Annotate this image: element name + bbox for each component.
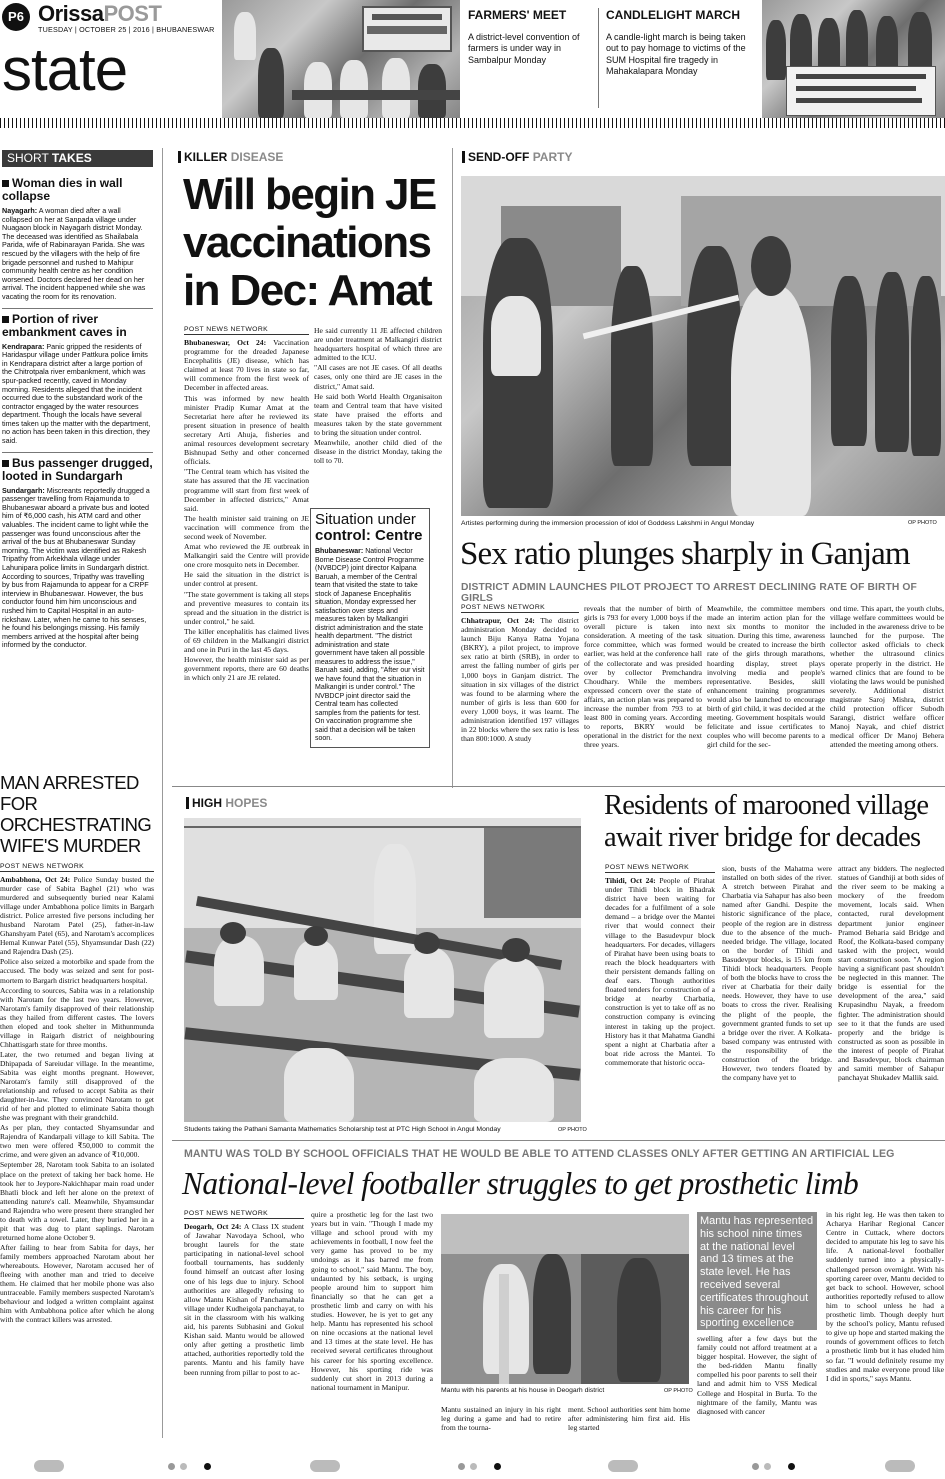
footballer-col2: quire a prosthetic leg for the last two years but in vain. "Though I made my village and school proud with my achievements in football, I now feel the very game has proved to be my undoings as it has barred me from going to school," said Mantu. The boy, undaunted by his setback, is urging people around him to support him financially so that he can get a prosthetic limb and carry on with his studies. However, he is yet to get any help. Mantu has represented his school on nine occasions at the national level and 13 times at the state level. He has received several certificates throughout his career for his sporting excellence. However, his sporting ride was suddenly cut short in 2013 during a national tournament in Manipur.: [311, 1210, 433, 1392]
short-take-headline: Portion of river embankment caves in: [2, 311, 127, 339]
river-bridge-col2: sion, busts of the Mahatma were installed on both sides of the river. A stretch between Pirahat and Charbatia via Sahapur has also been named after Gandhi. Despite the historic significance of the place, people of the region are in distress due to the absence of the much-needed bridge. The village, located on the border of Tihidi and Basudevpur blocks, is 15 km from Tihidi block headquarters. People of both the blocks have to cross the river at Charbatia for their daily needs. However, they have to use boats to cross the river. Realising the plight of the people, the government granted funds to set up a bridge over the river. A Kolkata-based company was entrusted with the responsibility of the construction of the bridge. However, two tenders floated by the company have yet to: [722, 864, 832, 1083]
story-body: Chhatrapur, Oct 24: The district administration Monday decided to launch Biju Kanya Ratna Yojana (BKRY), a pilot project, to improve sex ratio at birth (SRB), in order to arrest the falling number of girls per 1,000 boys in Ganjam district. The situation in six villages of the district was found to be alarming where the number of girls is less than 600 for every 1,000 boys, it was learnt. The administration identified 197 villages in 22 blocks where the sex ratio is less than 800:1000. A study: [461, 616, 580, 744]
promo-title: FARMERS' MEET: [468, 8, 567, 22]
box-body: Bhubaneswar: National Vector Borne Disease Control Programme (NVBDCP) joint director Kalpana Baruah, a member of the Central team that visited the state to take stock of Japanese Encephalitis situation, Monday expressed her satisfaction over steps and measures taken by Malkangiri district administration and the state health department. "The district administration and state government have taken all possible measures to address the issue," Baruah said, adding, "After our visit we have found that the situation in Malkangiri is under control." The NVBDCP joint director said the Central team has collected samples from the patients for test. On vaccination programme she said that a decision will be taken soon.: [315, 548, 425, 742]
byline: POST NEWS NETWORK: [184, 326, 309, 335]
footballer-col-under-photo-a: Mantu sustained an injury in his right leg during a game and had to retire from the tourna-: [441, 1405, 561, 1433]
je-col2: [314, 326, 442, 466]
sendoff-caption: Artistes performing during the immersion procession of idol of Goddess Lakshmi in Angul Monday: [461, 520, 755, 527]
byline: POST NEWS NETWORK: [605, 864, 715, 873]
byline: POST NEWS NETWORK: [461, 604, 579, 613]
footballer-col-under-photo-b: ment. School authorities sent him home after administering him first aid. His leg started: [568, 1405, 690, 1433]
story-body: Bhubaneswar, Oct 24: Vaccination programme for the dreaded Japanese Encephalitis (JE) disease, which has claimed at least 70 lives in state so far, will commence from the first week of December in affected areas. This was informed by new health minister Pradip Kumar Amat at the Secretariat here after he reviewed its present situation in presence of health secretary Arti Ahuja, fisheries and animal resources development secretary Bishnupad Sethy and other concerned officials. "The Central team which has visited the state has assured that the JE vaccination programme will start from first week of December in affected districts," Amat said. The health minister said training on JE vaccination will commence from the second week of November. Amat who reviewed the JE outbreak in Malkangiri said the Centre will provide one crore mosquito nets in December. He said the situation in the district is under control at present. "The state government is taking all steps and preventive measures to contain its spread and the situation in the district is under control," he said. The killer encephalitis has claimed lives of 69 children in the Malkangiri district and one in Puri in the last 45 days. However, the health minister said as per government reports, there are 60 deaths in which only 21 are JE related.: [184, 338, 309, 683]
story-body: He said currently 11 JE affected children are under treatment at Malkangiri district headquarters hospital of which three are admitted to the ICU. "All cases are not JE cases. Of all deaths cases, only one third are JE cases in the district," Amat said. He said both World Health Organisaiton team and Central team that have visited state have praised the efforts and measures taken by the state government to bring the situation under control. Meanwhile, another child died of the disease in the district Monday, taking the toll to 70.: [314, 326, 442, 466]
brand-logo: [38, 1, 161, 27]
pullquote-text: Mantu has represented his school nine times at the national level and 13 times at the state level. He has received several certificates throughout his career for his sporting excellence: [700, 1215, 814, 1330]
sex-ratio-subhead: DISTRICT ADMIN LAUNCHES PILOT PROJECT TO ARREST DECLINING RATE OF BIRTH OF GIRLS: [461, 582, 917, 604]
footballer-credit: OP PHOTO: [664, 1388, 693, 1394]
je-kicker: KILLER DISEASE: [184, 150, 283, 164]
section-title: state: [2, 36, 128, 103]
top-photo-farmers-meet: [222, 0, 460, 118]
sex-ratio-headline: Sex ratio plunges sharply in Ganjam: [460, 536, 910, 572]
promo-text: A candle-light march is being taken out to pay homage to victims of the SUM Hospital fire tragedy in Mahakalapara Monday: [606, 32, 746, 77]
short-take-item: [2, 177, 153, 302]
je-col1: [184, 326, 309, 683]
story-headline: MAN ARRESTED FOR ORCHESTRATING WIFE'S MURDER: [0, 772, 152, 856]
je-headline: Will begin JE vaccinations in Dec: Amat: [183, 170, 436, 315]
box-title: Situation under control: Centre: [315, 511, 423, 544]
byline: POST NEWS NETWORK: [184, 1210, 304, 1219]
je-sidebar-box: [310, 508, 430, 748]
footballer-col3: swelling after a few days but the family could not afford treatment at a bigger hospital. However, the sight of the bed-ridden Mantu finally compelled his poor parents to sell their land and admit him to VSS Medical College and Hospital in Burla. To the nightmare of the family, Mantu was diagnosed with cancer: [697, 1334, 817, 1416]
man-arrested-story: [0, 772, 154, 1325]
short-take-body: Nayagarh: A woman died after a wall collapsed on her at Sanpada village under Nuagaon block in Nayagarh district Monday. The deceased was identified as Shailabala Parida, wife of Rabinarayan Parida. She was rescued by the villagers with the help of fire brigade personnel and rushed to Mahipur community health centre as her condition worsened. Doctors declared her dead on her arrival. The incident happened while she was vacating the room for its renovation.: [2, 206, 146, 301]
sex-ratio-col2: reveals that the number of birth of girls is 793 for every 1,000 boys if the overall picture is taken into consideration. A meeting of the task force committee, which was formed earlier, was held at the conference hall of the collectorate and was presided over by collector Premchandra Choudhary. While the members expressed concern over the state of affairs, an action plan was prepared to increase the number from 793 to at least 800 in coming years. According to reports, BKRY would be operational in the district for the next three years.: [584, 604, 702, 750]
promo-farmers-meet[interactable]: [468, 8, 592, 112]
issue-dateline: TUESDAY | OCTOBER 25 | 2016 | BHUBANESWAR: [38, 25, 215, 34]
sex-ratio-col4: ond time. This apart, the youth clubs, village welfare committees would be included in the awareness drive to be launched for the purpose. The collector asked officials to check whether the ultrasound clinics operate properly in the district. He warned clinics that are found to be violating the laws would be punished severely. Additional district magistrate Saroj Mishra, district child protection officer Subodh Sarangi, district welfare officer Manoj Nayak, and chief district medical officer Dr Manoj Behera attended the meeting among others.: [830, 604, 944, 750]
short-takes-label-b: TAKES: [51, 151, 92, 165]
short-take-headline: Bus passenger drugged, looted in Sundargarh: [2, 455, 153, 483]
river-bridge-col1: [605, 864, 715, 1067]
short-take-body: Kendrapara: Panic gripped the residents of Haridaspur village under Pattkura police limits in Kendrapara district after a large portion of the Chitrotpala river embankment, which was spur-packed recently, caved in Monday morning. Residents alleged that the incident occurred due to the substandard work of the contractor engaged by the water resources department. Though the locals have several times taken up the matter with the department, no action has been taken in this direction, they said.: [2, 341, 151, 446]
short-take-item: [2, 457, 153, 650]
short-take-item: [2, 313, 153, 446]
footballer-col4: in his right leg. He was then taken to Acharya Harihar Regional Cancer Centre in Cuttack, where doctors decided to amputate his leg to save his life. A national-level footballer suddenly turned into a physically-challenged person overnight. With his sporting career over, Mantu decided to get back to school. However, school authorities reportedly refused to allow him to school unless he had a prosthetic limb. Though deeply hurt by the school's policy, Mantu refused to give up hope and started making the rounds of government offices to fetch a prosthetic limb but it has eluded him so far. "I would definitely resume my studies and make everyone proud like I did in sports," says Mantu.: [826, 1210, 944, 1383]
high-hopes-kicker: HIGH HOPES: [192, 796, 267, 810]
page-number-badge: P6: [2, 3, 30, 31]
footer-marks: [0, 1454, 945, 1479]
promo-text: A district-level convention of farmers is under way in Sambalpur Monday: [468, 32, 580, 65]
footballer-headline: National-level footballer struggles to get prosthetic limb: [182, 1166, 859, 1201]
masthead-divider: [0, 118, 945, 128]
sendoff-kicker: SEND-OFF PARTY: [468, 150, 572, 164]
sex-ratio-col3: Meanwhile, the committee members made an interim action plan for the next six months to monitor the situation. During this time, awareness would be created to increase the birth rate of the girls through marathons, hoarding display, street plays involving media and people's representative. Besides, skill enhancement training programmes would also be launched to encourage birth of girl child, it was decided at the meeting. Government hospitals would felicitate and issue certificates to couples who will become parents to a girl child for the sec-: [707, 604, 825, 750]
footballer-photo: [441, 1214, 689, 1384]
byline: POST NEWS NETWORK: [0, 863, 154, 872]
footballer-caption: Mantu with his parents at his house in Deogarh district: [441, 1387, 605, 1394]
sendoff-photo: [461, 176, 945, 516]
sex-ratio-col1: [461, 604, 579, 743]
high-hopes-photo: [184, 818, 581, 1122]
promo-candlelight-march[interactable]: [606, 8, 754, 112]
short-takes-label: [2, 150, 153, 167]
river-bridge-headline: Residents of marooned village await river bridge for decades: [604, 790, 929, 853]
brand-logo-post: POST: [103, 1, 162, 26]
promo-title: CANDLELIGHT MARCH: [606, 8, 740, 22]
footballer-col1: [184, 1210, 304, 1377]
footballer-pullquote: [697, 1212, 817, 1330]
story-body: Deogarh, Oct 24: A Class IX student of Jawahar Navodaya School, who brought laurels for the state participating in national-level school football tournaments, has suddenly found himself an outcast after losing one of his legs due to injury. School authorities are allegedly refusing to allow Mantu Kishan of Panchamahala village under Kudheigola panchayat, to sit in the classroom with his walking aid, his parents Subhasini and Gokul Kishan said. Mantu would be allowed only after getting a prosthetic limb attached, authorities reportedly told the parents. Mantu and his family have been running from pillar to post to ac-: [184, 1222, 304, 1377]
short-take-headline: Woman dies in wall collapse: [2, 176, 123, 203]
top-photo-candlelight-march: [762, 0, 945, 118]
brand-logo-orissa: Orissa: [38, 1, 104, 26]
story-body: Tihidi, Oct 24: People of Pirahat under Tihidi block in Bhadrak district have been waiting for decades for a fulfilment of a sole demand – a bridge over the Mantei river that would connect their village to the Basudevpur block headquarters. For decades, villagers of Pirahat have been using boats to reach the block headquarters with their persistent demands falling on deaf ears. Though authorities floated tenders for construction of a bridge at nearby Charbatia, construction is yet to take off as no construction company is evincing interest in taking up the project. History has it that Mahatma Gandhi spent a night at Charbatia after a boat ride across the Mantei. To commemorate that historic occa-: [605, 876, 715, 1067]
masthead: [0, 0, 222, 118]
high-hopes-caption: Students taking the Pathani Samanta Mathematics Scholarship test at PTC High School in Angul Monday: [184, 1126, 501, 1133]
high-hopes-credit: OP PHOTO: [558, 1127, 587, 1133]
footballer-kicker: MANTU WAS TOLD BY SCHOOL OFFICIALS THAT HE WOULD BE ABLE TO ATTEND CLASSES ONLY AFTER GETTING AN ARTIFICIAL LEG: [184, 1148, 895, 1160]
short-take-body: Sundargarh: Miscreants reportedly drugged a passenger travelling from Rajamunda to Bhubaneswar aboard a private bus and looted him of ₹6,000 cash, his ATM card and other valuables. The incident came to light while the passenger was found unconscious after the arrival of the bus at Bhubaneswar Sunday morning. The victim was identified as Rakesh Tripathy from Arkekhala village under Lahunipara police limits in Sundargarh district. According to sources, Tripathy was travelling by bus from Rajamunda to appear for a CRPF interview in Bhubaneswar. However, the bus conductor found him him unconscious and rushed him to Capital Hospital in an auto-rickshaw. Later, when he came to his senses, he found his belongings missing. His family members arrived at the hospital after being informed by the conductor.: [2, 485, 150, 650]
short-takes-column: [2, 150, 153, 650]
sendoff-credit: OP PHOTO: [908, 520, 937, 526]
river-bridge-col3: attract any bidders. The neglected statues of Gandhiji at both sides of the river seem to be making a mockery of the freedom movement, locals said. When contacted, rural development department junior engineer Pramod Beharia said Bridge and Roof, the Kolkata-based company tasked with the project, would start construction soon. "A region having a significant past shouldn't be neglected in this manner. The bridge is essential for the development of the area," said Krupasindhu Nayak, a freedom fighter. The administration should see to it that the funds are used properly and the bridge is constructed as soon as possible in the interest of people of Pirahat and Basudevpur, block chairman and samiti member of Sahapur panchayat Shukadev Mallik said.: [838, 864, 944, 1083]
story-body: Ambabhona, Oct 24: Police Sunday busted the murder case of Sabita Baghel (21) who was murdered and subsequently buried near Kalami village under Ambabhona police limits in Bargarh district. Police arrested five persons including her husband Narotam Patel (25), father-in-law Ghanshyam Patel (65), and Narotam's accomplices Hemal Kunwar Patel (55), Shyamsundar Dash (22) and Rajendra Dash (25). Police also seized a motorbike and spade from the accused. The body was seized and sent for post-mortem to Bargarh district headquarters hospital. According to sources, Sabita was in a relationship with Narotam for the last two years. However, Narotam's family disapproved of their relationship as they hailed from different castes. The lovers then eloped and took shelter in Mithunmunda village in Raigarh district of neighbouring Chhattisgarh state for three months. Later, the two returned and began living at Dhipapada of Sareiudar village. In the meantime, Sabita was eight months pregnant. However, Narotam's family still disapproved of the relationship and refused to accept Sabita as their daughter-in-law. They convinced Narotam to get rid of her and plotted to eliminate Sabita though she was pregnant with their grandchild. As per plan, they contacted Shyamsundar and Rajendra of Kandarpali village to kill Sabita. The two men were offered ₹50,000 to commit the crime, and were given an advance of ₹10,000. September 28, Narotam took Sabita to an isolated place on the pretext of taking her back home. He took her to Jeypore-Nakichhapar main road under Bhatli block and left her alone on the pretext of attending nature's call. Meanwhile, Shyamsundar and Rajendra who were present there strangled her to death with a towel. Later, they buried her in a pit that was dug to plant saplings. Narotam returned home alone October 9. After failing to hear from Sabita for days, her family members approached Narotam about her whereabouts. However, Narotam accused her of fleeing with another man and tried to deceive them. He claimed that her mobile phone was also untraceable. Family members suspected Narotam's behaviour and lodged a written complaint against him with Ambabhona police after which he along with the contract killers was arrested.: [0, 875, 154, 1325]
short-takes-label-a: SHORT: [7, 151, 49, 165]
